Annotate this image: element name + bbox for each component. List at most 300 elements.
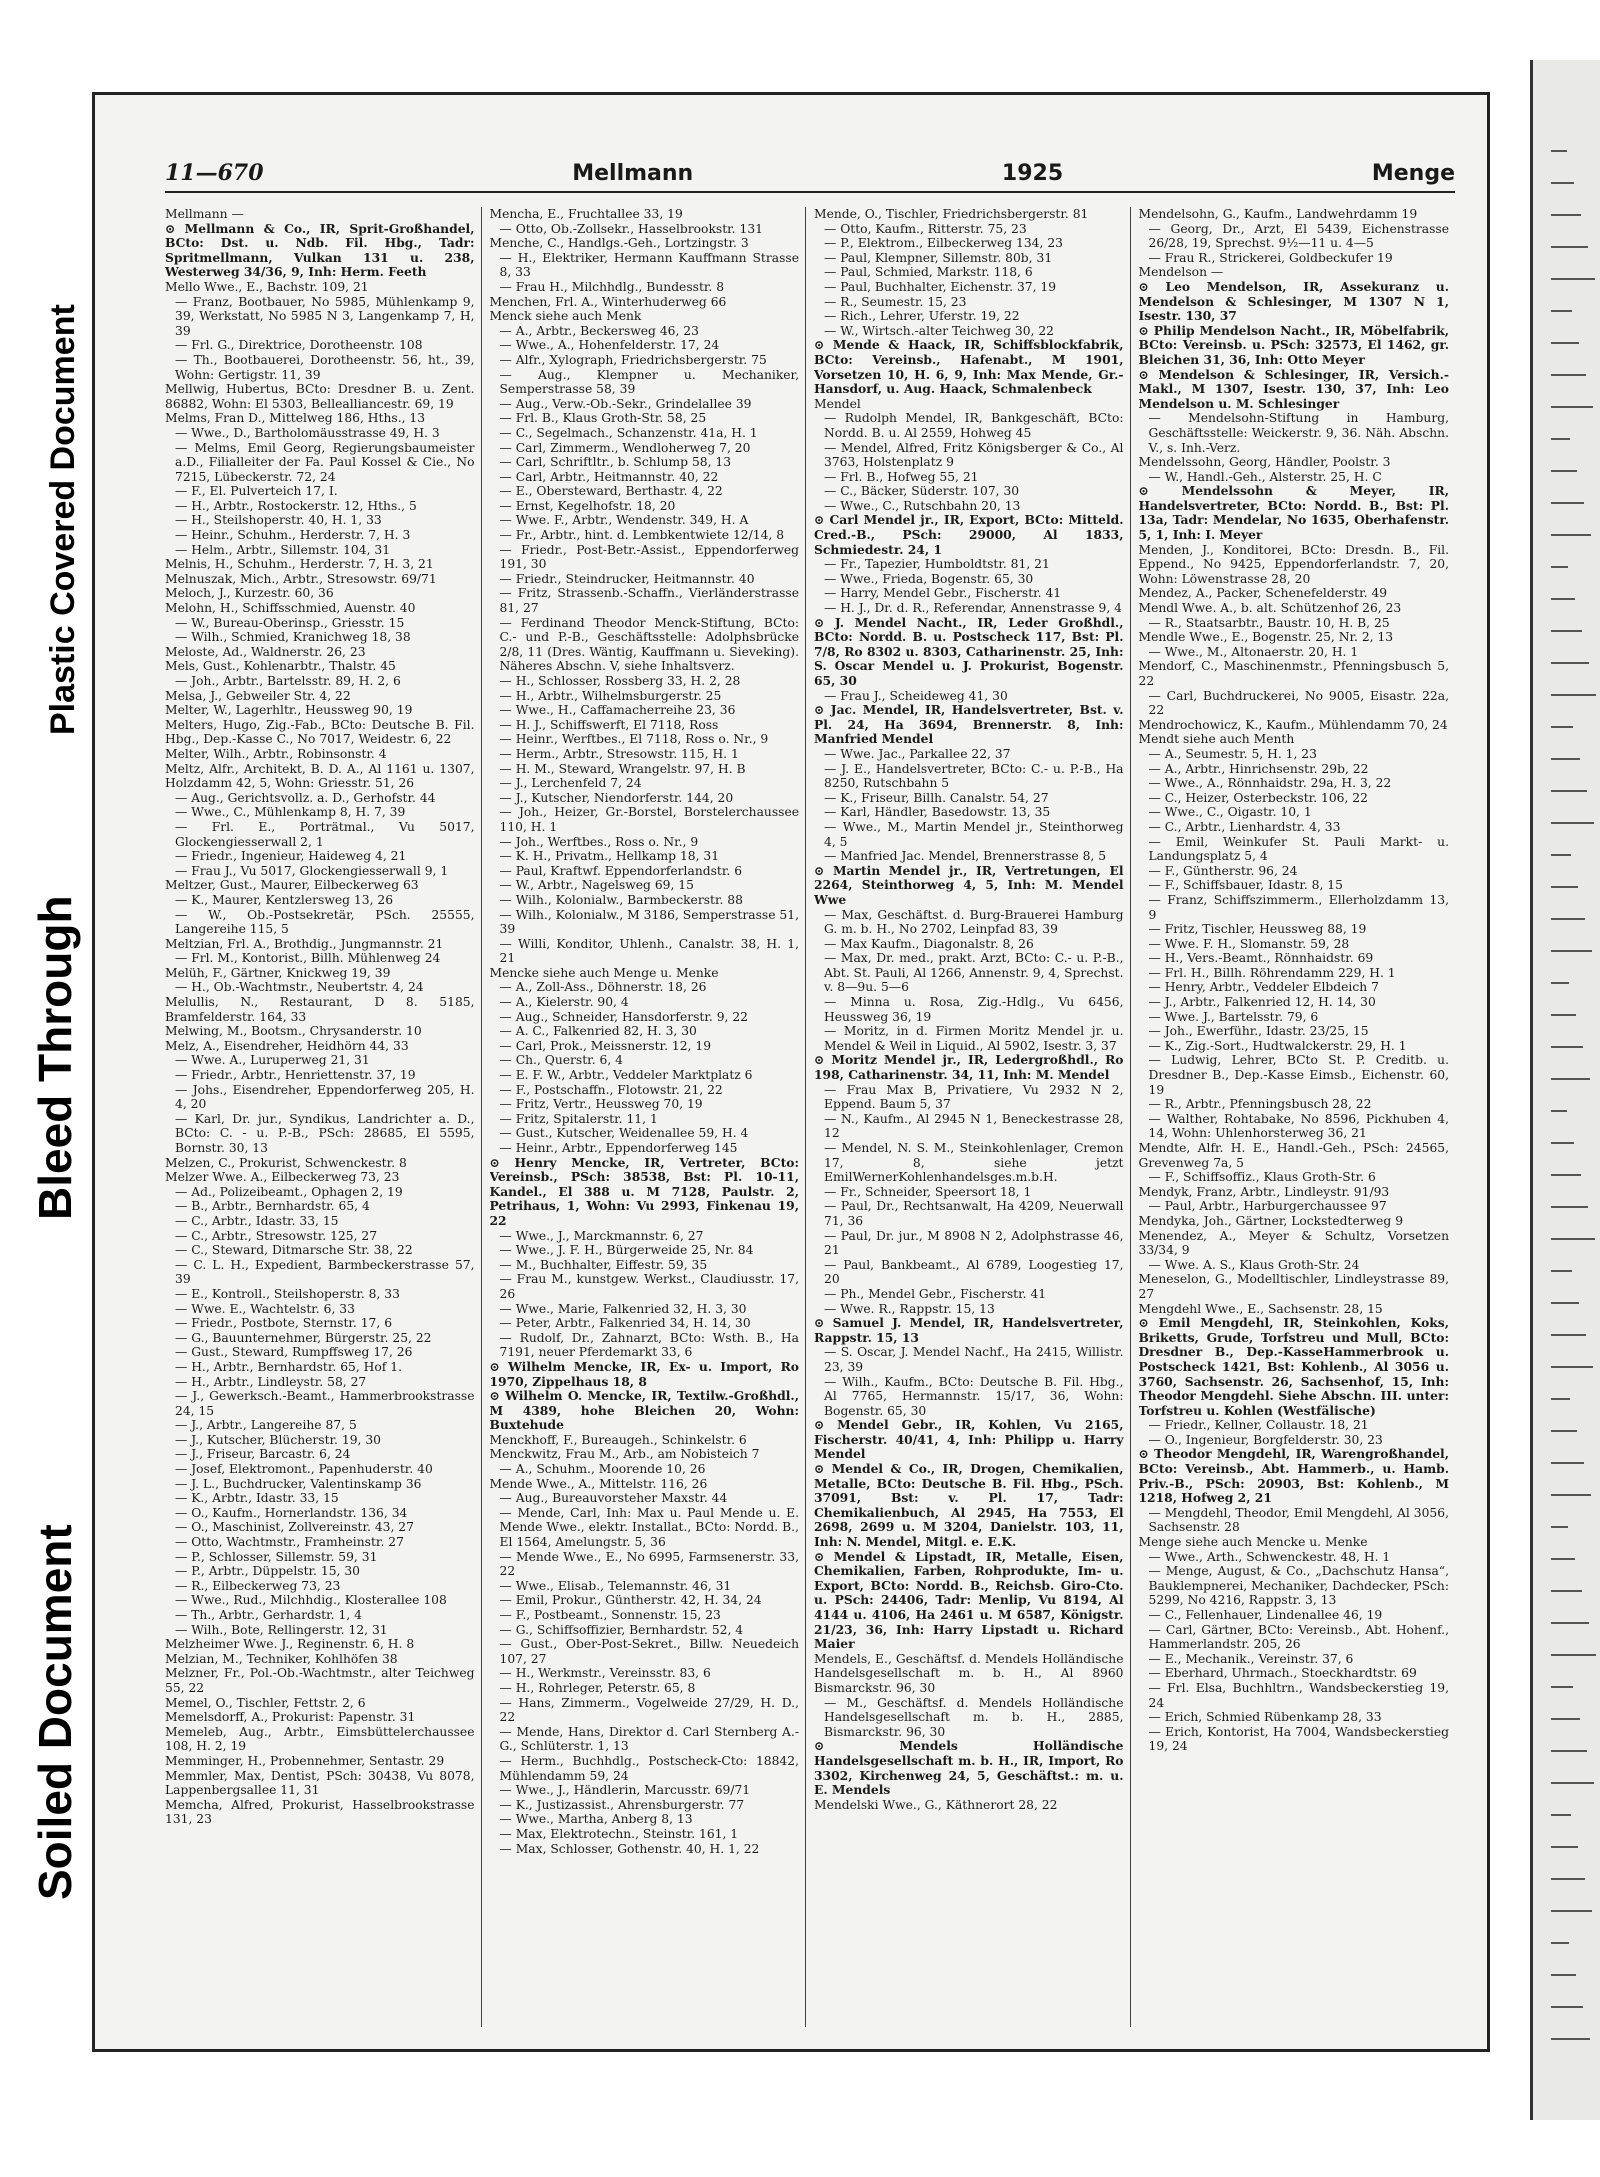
directory-entry: — F., Schiffsoffiz., Klaus Groth-Str. 6 [1148,1170,1376,1185]
directory-entry: — Wwe. F. H., Slomanstr. 59, 28 [1148,936,1350,951]
directory-entry: — Wwe., M., Altonaerstr. 20, H. 1 [1148,644,1359,659]
directory-entry: — Rich., Lehrer, Uferstr. 19, 22 [824,309,1020,324]
bleed-ghost-line [1551,1078,1590,1080]
directory-entry: — J., Kutscher, Blücherstr. 19, 30 [175,1432,381,1447]
bleed-through-label: Bleed Through [29,895,81,1220]
directory-entry: — H., Arbtr., Bernhardstr. 65, Hof 1. [175,1359,402,1374]
bleed-ghost-line [1551,758,1580,760]
directory-entry: — O., Kaufm., Hornerlandstr. 136, 34 [175,1505,408,1520]
directory-entry: — Wwe., A., Hohenfelderstr. 17, 24 [499,338,720,353]
directory-entry: — B., Arbtr., Bernhardstr. 65, 4 [175,1199,370,1214]
directory-entry: Mendorf, C., Maschinenmstr., Pfenningsbusch 5, 22 [1138,659,1449,688]
bleed-ghost-line [1551,1206,1588,1208]
directory-entry: — Wwe., Martha, Anberg 8, 13 [499,1812,693,1827]
directory-entry: — J. L., Buchdrucker, Valentinskamp 36 [175,1476,422,1491]
directory-entry: Mendte, Alfr. H. E., Handl.-Geh., PSch: 24565, Grevenweg 7a, 5 [1138,1141,1449,1170]
directory-entry: — Erich, Kontorist, Ha 7004, Wandsbeckerstieg 19, 24 [1148,1724,1449,1754]
directory-entry: — Hans, Zimmerm., Vogelweide 27/29, H. D., 22 [499,1695,799,1725]
directory-entry: — Wwe., C., Oigastr. 10, 1 [1148,805,1312,820]
directory-entry: Meloste, Ad., Waldnerstr. 26, 23 [165,644,366,659]
directory-entry: ⊙ Mendel & Co., IR, Drogen, Chemikalien, Metalle, BCto: Deutsche B. Fil. Hbg., PSch. 37091, Bst: v. Pl. 17, Tadr: Chemikalienbuch, Al 2945, Ha 7553, El 2698, 2699 u. M 3204, Danielstr. 103, 11, Inh: N. Mendel, Mitgl. e. E.K. [814,1461,1124,1550]
directory-entry: — Frl. Elsa, Buchhltrn., Wandsbeckerstieg 19, 24 [1148,1680,1449,1710]
directory-entry: — W., Wirtsch.-alter Teichweg 30, 22 [824,323,1055,338]
column-2 [490,207,807,2027]
directory-entry: — Ferdinand Theodor Menck-Stiftung, BCto: C.- und P.-B., Geschäftsstelle: Adolphsbrücke 2/8, 11 (Dres. Wäntig, Kauffmann u. Sieveking). Näheres Abschn. V, siehe Inhaltsverz. [499,615,799,674]
bleed-ghost-line [1551,694,1596,696]
directory-entry: — Wwe. A. S., Klaus Groth-Str. 24 [1148,1257,1360,1272]
bleed-ghost-line [1551,1782,1594,1784]
directory-entry: — Wwe., Arth., Schwenckestr. 48, H. 1 [1148,1549,1391,1564]
directory-entry: Mendle Wwe., E., Bogenstr. 25, Nr. 2, 13 [1138,630,1394,645]
directory-entry: Menge siehe auch Mencke u. Menke [1138,1535,1368,1550]
bleed-ghost-line [1551,918,1585,920]
directory-entry: — F., El. Pulverteich 17, I. [175,484,338,499]
bleed-ghost-line [1551,1590,1582,1592]
directory-entry: — H., Steilshoperstr. 40, H. 1, 33 [175,513,382,528]
bleed-ghost-line [1551,598,1575,600]
directory-entry: — Max, Geschäftst. d. Burg-Brauerei Hamburg G. m. b. H., No 2702, Leinpfad 83, 39 [824,907,1124,937]
directory-entry: — P., Arbtr., Düppelstr. 15, 30 [175,1564,360,1579]
directory-entry: — Karl, Dr. jur., Syndikus, Landrichter a. D., BCto: C. - u. P.-B., PSch: 28685, El 5595, Bornstr. 30, 13 [175,1111,475,1155]
directory-entry: — C., Steward, Ditmarsche Str. 38, 22 [175,1243,413,1258]
column-3 [814,207,1131,2027]
bleed-ghost-line [1551,886,1578,888]
directory-entry: Mendyka, Joh., Gärtner, Lockstedterweg 9 [1138,1213,1404,1228]
directory-entry: Melohn, H., Schiffsschmied, Auenstr. 40 [165,601,416,616]
directory-entry: — Erich, Schmied Rübenkamp 28, 33 [1148,1710,1382,1725]
directory-entry: — F., Postschaffn., Flotowstr. 21, 22 [499,1082,723,1097]
directory-entry: — Paul, Kraftwf. Eppendorferlandstr. 6 [499,863,743,878]
directory-entry: Melter, W., Lagerhltr., Heussweg 90, 19 [165,703,413,718]
directory-entry: — Rudolf, Dr., Zahnarzt, BCto: Wsth. B., Ha 7191, neuer Pferdemarkt 33, 6 [499,1330,799,1360]
directory-entry: ⊙ Samuel J. Mendel, IR, Handelsvertreter, Rappstr. 15, 13 [814,1315,1124,1345]
directory-entry: — Emil, Weinkufer St. Pauli Markt- u. Landungsplatz 5, 4 [1148,834,1449,864]
directory-entry: — Otto, Ob.-Zollsekr., Hasselbrookstr. 131 [499,221,763,236]
bleed-ghost-line [1551,1270,1572,1272]
directory-entry: — W., Handl.-Geh., Alsterstr. 25, H. C [1148,469,1382,484]
directory-entry: — Ludwig, Lehrer, BCto St. P. Creditb. u. Dresdner B., Dep.-Kasse Eimsb., Eichenstr. 60, 19 [1148,1053,1449,1097]
directory-entry: — P., Elektrom., Eilbeckerweg 134, 23 [824,236,1063,251]
directory-entry: — A., Arbtr., Hinrichsenstr. 29b, 22 [1148,761,1369,776]
directory-entry: — Ph., Mendel Gebr., Fischerstr. 41 [824,1286,1047,1301]
directory-entry: — W., Arbtr., Nagelsweg 69, 15 [499,878,694,893]
bleed-ghost-line [1551,214,1581,216]
directory-entry: — Henry, Arbtr., Veddeler Elbdeich 7 [1148,980,1379,995]
directory-entry: — K., Maurer, Kentzlersweg 13, 26 [175,892,394,907]
bleed-ghost-line [1551,1846,1578,1848]
directory-entry: Menendez, A., Meyer & Schultz, Vorsetzen 33/34, 9 [1138,1228,1449,1258]
directory-entry: — Frl. E., Porträtmal., Vu 5017, Glockengiesserwall 2, 1 [175,819,475,849]
directory-entry: — Wilh., Bote, Rellingerstr. 12, 31 [175,1622,388,1637]
directory-entry: — Mende, Hans, Direktor d. Carl Sternberg A.-G., Schlüterstr. 1, 13 [499,1724,799,1754]
directory-entry: — H., Ob.-Wachtmstr., Neubertstr. 4, 24 [175,980,424,995]
directory-entry: — Frl. H., Billh. Röhrendamm 229, H. 1 [1148,965,1396,980]
directory-entry: — Friedr., Steindrucker, Heitmannstr. 40 [499,571,755,586]
year: 1925 [1001,160,1064,186]
directory-entry: Melzheimer Wwe. J., Reginenstr. 6, H. 8 [165,1637,415,1652]
directory-entry: — Manfried Jac. Mendel, Brennerstrasse 8, 5 [824,849,1107,864]
directory-entry: Memelsdorff, A., Prokurist: Papenstr. 31 [165,1710,416,1725]
bleed-ghost-line [1551,150,1567,152]
directory-entry: — A. C., Falkenried 82, H. 3, 30 [499,1024,697,1039]
directory-entry: ⊙ Mendel Gebr., IR, Kohlen, Vu 2165, Fischerstr. 40/41, 4, Inh: Philipp u. Harry Mendel [814,1417,1124,1462]
directory-entry: — Frau Max B, Privatiere, Vu 2932 N 2, Eppend. Baum 5, 37 [824,1082,1124,1112]
directory-entry: ⊙ Mendel & Lipstadt, IR, Metalle, Eisen, Chemikalien, Farben, Rohprodukte, Im- u. Export, BCto: Nordd. B., Reichsb. Giro-Cto. u. PSch: 24406, Tadr: Menlip, Vu 8194, Al 4144 u. 4106, Ha 2461 u. M 6587, Königstr. 21/23, 36, Inh: Harry Lipstadt u. Richard Maier [814,1548,1124,1652]
directory-entry: — Mendel, Alfred, Fritz Königsberger & Co., Al 3763, Holstenplatz 9 [824,440,1124,470]
directory-entry: — Wwe., Frieda, Bogenstr. 65, 30 [824,571,1034,586]
directory-entry: — Herm., Arbtr., Stresowstr. 115, H. 1 [499,746,739,761]
bleed-ghost-line [1551,1302,1579,1304]
directory-entry: — Wwe., Rud., Milchhdig., Klosterallee 108 [175,1593,447,1608]
directory-entry: — Wwe., Elisab., Telemannstr. 46, 31 [499,1578,732,1593]
directory-entry: — C., Arbtr., Lienhardstr. 4, 33 [1148,819,1341,834]
directory-entry: ⊙ Theodor Mengdehl, IR, Warengroßhandel, BCto: Vereinsb., Abt. Hammerb., u. Hamb. Priv.-B., PSch: 20903, Bst: Kohlenb., M 1218, Hofweg 2, 21 [1138,1446,1449,1506]
directory-entry: Mendels, E., Geschäftsf. d. Mendels Holländische Handelsgesellschaft m. b. H., Al 8960 Bismarckstr. 96, 30 [814,1651,1124,1695]
directory-entry: Meloch, J., Kurzestr. 60, 36 [165,586,334,601]
directory-entry: Mengdehl Wwe., E., Sachsenstr. 28, 15 [1138,1301,1383,1316]
bleed-ghost-line [1551,1718,1580,1720]
bleed-ghost-line [1551,630,1582,632]
directory-entry: — Aug., Schneider, Hansdorferstr. 9, 22 [499,1009,748,1024]
directory-entry: — N., Kaufm., Al 2945 N 1, Beneckestrasse 28, 12 [824,1111,1124,1141]
directory-entry: Memeleb, Aug., Arbtr., Eimsbüttelerchaussee 108, H. 2, 19 [165,1724,475,1754]
left-keyword: Mellmann [572,160,694,186]
bleed-ghost-line [1551,1750,1587,1752]
directory-entry: Melzian, M., Techniker, Kohlhöfen 38 [165,1651,398,1666]
bleed-ghost-line [1551,726,1573,728]
directory-entry: — F., Güntherstr. 96, 24 [1148,863,1298,878]
bleed-ghost-line [1551,1622,1589,1624]
directory-entry: ⊙ Mellmann & Co., IR, Sprit-Großhandel, BCto: Dst. u. Ndb. Fil. Hbg., Tadr: Spritmellmann, Vulkan 131 u. 238, Westerweg 34/36, 9, Inh: Herm. Feeth [165,220,475,280]
directory-entry: — Wilh., Schmied, Kranichweg 18, 38 [175,630,411,645]
directory-entry: Mellmann — [165,207,244,221]
directory-entry: — Alfr., Xylograph, Friedrichsbergerstr. 75 [499,352,767,367]
directory-entry: ⊙ Wilhelm O. Mencke, IR, Textilw.-Großhdl., M 4389, hohe Bleichen 20, Wohn: Buxtehude [489,1388,799,1433]
directory-entry: — Wwe., D., Bartholomäusstrasse 49, H. 3 [175,425,440,440]
directory-entry: Memel, O., Tischler, Fettstr. 2, 6 [165,1695,366,1710]
directory-entry: ⊙ Mendelssohn & Meyer, IR, Handelsvertreter, BCto: Nordd. B., Bst: Pl. 13a, Tadr: Mendelar, No 1635, Oberhafenstr. 5, 1, Inh: I. Meyer [1138,483,1449,543]
directory-entry: Mencha, E., Fruchtallee 33, 19 [489,207,683,221]
directory-entry: — A., Schuhm., Moorende 10, 26 [499,1462,706,1477]
page-header [165,155,1455,193]
directory-entry: — Paul, Buchhalter, Eichenstr. 37, 19 [824,279,1057,294]
directory-entry: Melms, Fran D., Mittelweg 186, Hths., 13 [165,411,426,426]
directory-entry: Mendelsohn, G., Kaufm., Landwehrdamm 19 [1138,207,1418,221]
directory-entry: — Walther, Rohtabake, No 8596, Pickhuben 4, 14, Wohn: Uhlenhorsterweg 36, 21 [1148,1111,1449,1141]
bleed-ghost-line [1551,1686,1573,1688]
directory-entry: — Wwe., A., Rönnhaidstr. 29a, H. 3, 22 [1148,776,1392,791]
directory-entry: — Wwe. F., Arbtr., Wendenstr. 349, H. A [499,513,749,528]
directory-entry: — Aug., Bureauvorsteher Maxstr. 44 [499,1491,728,1506]
directory-entry: — Peter, Arbtr., Falkenried 34, H. 14, 30 [499,1316,751,1331]
bleed-ghost-line [1551,1654,1596,1656]
directory-entry: — H., Werkmstr., Vereinsstr. 83, 6 [499,1666,711,1681]
directory-entry: Menckwitz, Frau M., Arb., am Nobisteich 7 [489,1447,760,1462]
directory-entry: — H. J., Dr. d. R., Referendar, Annenstrasse 9, 4 [824,601,1122,616]
directory-entry: — Frau J., Scheideweg 41, 30 [824,688,1008,703]
directory-entry: — R., Arbtr., Pfenningsbusch 28, 22 [1148,1097,1372,1112]
directory-entry: ⊙ Wilhelm Mencke, IR, Ex- u. Import, Ro 1970, Zippelhaus 18, 8 [489,1358,799,1389]
directory-entry: — Joh., Ewerführ., Idastr. 23/25, 15 [1148,1024,1369,1039]
directory-entry: — Friedr., Kellner, Collaustr. 18, 21 [1148,1418,1369,1433]
bleed-ghost-line [1551,1430,1577,1432]
directory-entry: — R., Seumestr. 15, 23 [824,294,967,309]
directory-entry: ⊙ Mende & Haack, IR, Schiffsblockfabrik, BCto: Vereinsb., Hafenabt., M 1901, Vorsetzen 10, H. 6, 9, Inh: Max Mende, Gr.-Hansdorf, u. Aug. Haack, Schmalenbeck [814,337,1124,397]
bleed-ghost-line [1551,1878,1585,1880]
directory-entry: — Karl, Händler, Basedowstr. 13, 35 [824,805,1051,820]
bleed-ghost-line [1551,982,1569,984]
bleed-ghost-line [1551,406,1593,408]
directory-entry: Melzen, C., Prokurist, Schwenckestr. 8 [165,1155,407,1170]
bleed-ghost-line [1551,1974,1576,1976]
directory-entry: — Helm., Arbtr., Sillemstr. 104, 31 [175,542,391,557]
directory-entry: Melters, Hugo, Zig.-Fab., BCto: Deutsche B. Fil. Hbg., Dep.-Kasse C., No 7017, Weidestr. 6, 22 [165,717,475,747]
directory-entry: — J., Arbtr., Langereihe 87, 5 [175,1418,357,1433]
right-keyword: Menge [1371,160,1455,186]
directory-entry: — Fr., Tapezier, Humboldtstr. 81, 21 [824,557,1050,572]
directory-entry: ⊙ Jac. Mendel, IR, Handelsvertreter, Bst. v. Pl. 24, Ha 3694, Brennerstr. 8, Inh: Manfried Mendel [814,702,1124,747]
soiled-document-label: Soiled Document [29,1524,81,1900]
directory-entry: — Max, Elektrotechn., Steinstr. 161, 1 [499,1826,739,1841]
directory-entry: Melz, A., Eisendreher, Heidhörn 44, 33 [165,1038,409,1053]
directory-entry: ⊙ Philip Mendelson Nacht., IR, Möbelfabrik, BCto: Vereinsb. u. PSch: 32573, El 1462, gr. Bleichen 31, 36, Inh: Otto Meyer [1138,322,1449,367]
directory-entry: — H., Arbtr., Lindleystr. 58, 27 [175,1374,367,1389]
directory-entry: — Frl. M., Kontorist., Billh. Mühlenweg 24 [175,951,441,966]
directory-entry: — K. H., Privatm., Hellkamp 18, 31 [499,849,720,864]
bleed-ghost-line [1551,1142,1574,1144]
directory-entry: — Johs., Eisendreher, Eppendorferweg 205, H. 4, 20 [175,1082,475,1112]
directory-entry: — Fritz, Vertr., Heussweg 70, 19 [499,1097,703,1112]
directory-entry: — Carl, Gärtner, BCto: Vereinsb., Abt. Hohenf., Hammerlandstr. 205, 26 [1148,1622,1449,1652]
directory-entry: — Heinr., Arbtr., Eppendorferweg 145 [499,1141,738,1155]
directory-entry: — Wwe. E., Wachtelstr. 6, 33 [175,1301,355,1316]
plastic-covered-label: Plastic Covered Document [44,304,82,735]
directory-entry: Meltzer, Gust., Maurer, Eilbeckerweg 63 [165,878,419,893]
directory-entry: — Frl. B., Klaus Groth-Str. 58, 25 [499,411,707,426]
directory-entry: — C., Arbtr., Idastr. 33, 15 [175,1213,339,1228]
directory-entry: — H., Arbtr., Rostockerstr. 12, Hths., 5 [175,498,417,513]
directory-entry: — Mendel, N. S. M., Steinkohlenlager, Cremon 17, 8, siehe jetzt EmilWernerKohlenhandelsges.m.b.H. [824,1141,1124,1185]
directory-entry: Mendl Wwe. A., b. alt. Schützenhof 26, 23 [1138,601,1402,616]
directory-entry: — Wwe. Jac., Parkallee 22, 37 [824,746,1011,761]
directory-entry: Meltzian, Frl. A., Brothdig., Jungmannstr. 21 [165,936,444,951]
directory-entry: Mendelson — [1138,265,1224,280]
directory-entry: — Max, Schlosser, Gothenstr. 40, H. 1, 22 [499,1841,760,1856]
directory-entry: — Minna u. Rosa, Zig.-Hdlg., Vu 6456, Heussweg 36, 19 [824,995,1124,1024]
directory-entry: — Th., Bootbauerei, Dorotheenstr. 56, ht., 39, Wohn: Gertigstr. 11, 39 [175,352,475,382]
directory-entry: — C., Heizer, Osterbeckstr. 106, 22 [1148,790,1368,805]
directory-entry: ⊙ Leo Mendelson, IR, Assekuranz u. Mendelson & Schlesinger, M 1307 N 1, Isestr. 130, 37 [1138,278,1449,324]
directory-entry: ⊙ Emil Mengdehl, IR, Steinkohlen, Koks, Briketts, Grude, Torfstreu und Mull, BCto: Dresdner B., Dep.-KasseHammerbrook u. Postscheck 1421, Bst: Kohlenb., Al 3056 u. 3760, Sachsenstr. 26, Sachsenhof, 15, Inh: Theodor Mengdehl. Siehe Abschn. III. unter: Torfstreu u. Kohlen (Westfälische) [1138,1315,1449,1418]
directory-entry: Melnis, H., Schuhm., Herderstr. 7, H. 3, 21 [165,557,434,572]
directory-entry: — Franz, Bootbauer, No 5985, Mühlenkamp 9, 39, Werkstatt, No 5985 N 3, Langenkamp 7, H, 39 [175,294,475,338]
directory-entry: — K., Friseur, Billh. Canalstr. 54, 27 [824,790,1049,805]
directory-entry: — Georg, Dr., Arzt, El 5439, Eichenstrasse 26/28, 19, Sprechst. 9½—11 u. 4—5 [1148,221,1449,251]
directory-entry: — Otto, Kaufm., Ritterstr. 75, 23 [824,221,1027,236]
directory-entry: — E., Mechanik., Vereinstr. 37, 6 [1148,1651,1354,1666]
directory-entry: — H., Arbtr., Wilhelmsburgerstr. 25 [499,688,722,703]
directory-entry: — Otto, Wachtmstr., Framheinstr. 27 [175,1535,404,1550]
directory-entry: — A., Seumestr. 5, H. 1, 23 [1148,746,1317,761]
directory-entry: — E. F. W., Arbtr., Veddeler Marktplatz 6 [499,1068,753,1083]
directory-entry: — Heinr., Schuhm., Herderstr. 7, H. 3 [175,528,411,543]
directory-entry: — Wwe. J., Bartelsstr. 79, 6 [1148,1009,1319,1024]
bleed-ghost-line [1551,470,1577,472]
directory-entry: — Paul, Dr., Rechtsanwalt, Ha 4209, Neuerwall 71, 36 [824,1199,1124,1228]
directory-entry: Meltz, Alfr., Architekt, B. D. A., Al 1161 u. 1307, Holzdamm 42, 5, Wohn: Griesstr. 51, 26 [165,761,475,791]
directory-entry: — E., Obersteward, Berthastr. 4, 22 [499,484,723,499]
bleed-ghost-line [1551,790,1587,792]
bleed-ghost-line [1551,374,1586,376]
directory-entry: — Melms, Emil Georg, Regierungsbaumeister a.D., Filialleiter der Fa. Paul Kossel & Cie., No 7215, Lübeckerstr. 72, 24 [175,440,475,484]
directory-entry: ⊙ Henry Mencke, IR, Vertreter, BCto: Vereinsb., PSch: 38538, Bst: Pl. 10-11, Kandel., El 388 u. M 7128, Paulstr. 2, Petrihaus, 1, Wohn: Vu 2993, Finkenau 19, 22 [489,1154,799,1228]
directory-entry: ⊙ Martin Mendel jr., IR, Vertretungen, El 2264, Steinthorweg 4, 5, Inh: M. Mendel Wwe [814,862,1124,907]
directory-entry: — Fritz, Tischler, Heussweg 88, 19 [1148,922,1367,937]
directory-entry: — A., Kielerstr. 90, 4 [499,995,629,1010]
directory-entry: — C., Arbtr., Stresowstr. 125, 27 [175,1228,378,1243]
directory-entry: — C., Segelmach., Schanzenstr. 41a, H. 1 [499,425,758,440]
directory-entry: — Max, Dr. med., prakt. Arzt, BCto: C.- u. P.-B., Abt. St. Pauli, Al 1266, Annenstr. 9, 4, Sprechst. v. 8—9u. 5—6 [824,951,1124,995]
directory-entry: Mencke siehe auch Menge u. Menke [489,965,719,980]
bleed-ghost-line [1551,1014,1576,1016]
directory-entry: Menckhoff, F., Bureaugeh., Schinkelstr. 6 [489,1432,747,1447]
directory-entry: — Gust., Steward, Rumpffsweg 17, 26 [175,1345,413,1360]
directory-entry: — Frau M., kunstgew. Werkst., Claudiusstr. 17, 26 [499,1272,799,1301]
directory-entry: — Mende, Carl, Inh: Max u. Paul Mende u. E. Mende Wwe., elektr. Installat., BCto: Nordd. B., El 1564, Amelungstr. 5, 36 [499,1505,799,1550]
directory-entry: Meneselon, G., Modelltischler, Lindleystrasse 89, 27 [1138,1272,1449,1301]
bleed-ghost-line [1551,1110,1567,1112]
directory-entry: — Fr., Arbtr., hint. d. Lembkentwiete 12/14, 8 [499,528,785,543]
directory-entry: — Mendelsohn-Stiftung in Hamburg, Geschäftsstelle: Weickerstr. 9, 36. Näh. Abschn. V., s. Inh.-Verz. [1148,411,1449,455]
directory-entry: — H., Elektriker, Hermann Kauffmann Strasse 8, 33 [499,250,799,280]
bleed-ghost-line [1551,502,1584,504]
directory-entry: Mellwig, Hubertus, BCto: Dresdner B. u. Zent. 86882, Wohn: El 5303, Bellealliancestr. 69, 19 [165,382,475,411]
directory-entry: — Wwe., J., Marckmannstr. 6, 27 [499,1228,704,1243]
directory-entry: — J., Lerchenfeld 7, 24 [499,776,642,791]
directory-entry: — Carl, Arbtr., Heitmannstr. 40, 22 [499,469,719,484]
directory-entry: — Wilh., Kaufm., BCto: Deutsche B. Fil. Hbg., Al 7765, Hermannstr. 15/17, 36, Wohn: Bogenstr. 65, 30 [824,1374,1124,1418]
directory-entry: Melzner, Fr., Pol.-Ob.-Wachtmstr., alter Teichweg 55, 22 [165,1666,475,1695]
bleed-ghost-line [1551,278,1595,280]
directory-entry: — Fr., Schneider, Speersort 18, 1 [824,1184,1032,1199]
directory-entry: — O., Maschinist, Zollvereinstr. 43, 27 [175,1520,414,1535]
directory-entry: — Friedr., Ingenieur, Haideweg 4, 21 [175,849,407,864]
bleed-ghost-line [1551,246,1588,248]
bleed-ghost-line [1551,566,1568,568]
directory-entry: — P., Schlosser, Sillemstr. 59, 31 [175,1549,378,1564]
directory-entry: — A., Zoll-Ass., Döhnerstr. 18, 26 [499,980,707,995]
directory-entry: — R., Eilbeckerweg 73, 23 [175,1578,341,1593]
directory-entry: Menchen, Frl. A., Winterhuderweg 66 [489,294,727,309]
directory-entry: — C., Fellenhauer, Lindenallee 46, 19 [1148,1608,1383,1622]
directory-entry: — Joh., Heizer, Gr.-Borstel, Borstelerchaussee 110, H. 1 [499,805,799,834]
bleed-ghost-line [1551,1174,1581,1176]
directory-entry: Mende, O., Tischler, Friedrichsbergerstr. 81 [814,207,1089,221]
directory-entry: — Carl, Buchdruckerei, No 9005, Eisastr. 22a, 22 [1148,688,1449,718]
directory-entry: — Wilh., Kolonialw., M 3186, Semperstrasse 51, 39 [499,907,799,937]
directory-entry: — A., Arbtr., Beckersweg 46, 23 [499,323,699,338]
directory-entry: Melullis, N., Restaurant, D 8. 5185, Bramfelderstr. 164, 33 [165,995,475,1024]
directory-entry: — Wwe. A., Luruperweg 21, 31 [175,1053,370,1068]
directory-entry: — Frau J., Vu 5017, Glockengiesserwall 9, 1 [175,863,449,878]
bleed-ghost-line [1551,1462,1584,1464]
directory-entry: — Ernst, Kegelhofstr. 18, 20 [499,498,676,513]
directory-entry: — Paul, Arbtr., Harburgerchaussee 97 [1148,1199,1387,1214]
directory-entry: Mendelski Wwe., G., Käthnerort 28, 22 [814,1797,1058,1812]
directory-entry: — Carl, Zimmerm., Wendloherweg 7, 20 [499,440,751,455]
directory-entry: — W., Bureau-Oberinsp., Griesstr. 15 [175,615,405,630]
directory-entry: — Harry, Mendel Gebr., Fischerstr. 41 [824,586,1062,601]
bleed-ghost-line [1551,1366,1593,1368]
bleed-ghost-line [1551,438,1570,440]
directory-entry: — Rudolph Mendel, IR, Bankgeschäft, BCto: Nordd. B. u. Al 2559, Hohweg 45 [824,411,1124,440]
directory-entry: — Paul, Schmied, Markstr. 118, 6 [824,265,1033,280]
bleed-ghost-line [1551,1558,1575,1560]
directory-columns [165,207,1455,2027]
directory-entry: — Josef, Elektromont., Papenhuderstr. 40 [175,1462,433,1477]
directory-entry: — Eberhard, Uhrmach., Stoeckhardtstr. 69 [1148,1666,1417,1681]
directory-entry: — H., Schlosser, Rossberg 33, H. 2, 28 [499,674,741,688]
directory-entry: — J. E., Handelsvertreter, BCto: C.- u. P.-B., Ha 8250, Rutschbahn 5 [824,761,1124,791]
directory-entry: — Gust., Kutscher, Weidenallee 59, H. 4 [499,1126,749,1141]
directory-entry: — Joh., Werftbes., Ross o. Nr., 9 [499,834,699,849]
directory-entry: Mendt siehe auch Menth [1138,732,1295,747]
directory-entry: — Aug., Gerichtsvollz. a. D., Gerhofstr. 44 [175,790,436,805]
bleed-ghost-line [1551,1942,1569,1944]
directory-entry: — M., Geschäftsf. d. Mendels Holländische Handelsgesellschaft m. b. H., 2885, Bismarckstr. 96, 30 [824,1695,1124,1739]
directory-entry: — Ch., Querstr. 6, 4 [499,1053,623,1068]
column-1 [165,207,482,2027]
directory-entry: — Carl, Schriftltr., b. Schlump 58, 13 [499,455,732,470]
directory-entry: — H. M., Steward, Wrangelstr. 97, H. B [499,761,746,776]
directory-entry: — Frau H., Milchhdlg., Bundesstr. 8 [499,279,725,294]
bleed-ghost-line [1551,1814,1571,1816]
directory-entry: — Paul, Dr. jur., M 8908 N 2, Adolphstrasse 46, 21 [824,1228,1124,1258]
bleed-ghost-line [1551,854,1571,856]
directory-entry: — C., Bäcker, Süderstr. 107, 30 [824,484,1020,499]
directory-entry: — Wwe., J. F. H., Bürgerweide 25, Nr. 84 [499,1243,754,1258]
directory-entry: — H. J., Schiffswerft, El 7118, Ross [499,717,719,732]
directory-entry: — J., Gewerksch.-Beamt., Hammerbrookstrasse 24, 15 [175,1389,475,1418]
directory-entry: Melüh, F., Gärtner, Knickweg 19, 39 [165,965,391,980]
directory-entry: Mendyk, Franz, Arbtr., Lindleystr. 91/93 [1138,1184,1390,1199]
directory-entry: Memmler, Max, Dentist, PSch: 30438, Vu 8078, Lappenbergsallee 11, 31 [165,1768,475,1798]
directory-entry: — K., Zig.-Sort., Hudtwalckerstr. 29, H. 1 [1148,1038,1407,1053]
directory-entry: — H., Rohrleger, Peterstr. 65, 8 [499,1680,696,1695]
directory-entry: — Heinr., Werftbes., El 7118, Ross o. Nr., 9 [499,732,769,747]
bleed-ghost-line [1551,662,1589,664]
directory-entry: Mendrochowicz, K., Kaufm., Mühlendamm 70, 24 [1138,717,1448,732]
directory-entry: — Mengdehl, Theodor, Emil Mengdehl, Al 3056, Sachsenstr. 28 [1148,1505,1449,1535]
bleed-ghost-line [1551,822,1594,824]
directory-entry: — Paul, Klempner, Sillemstr. 80b, 31 [824,250,1053,265]
bleed-ghost-line [1551,1046,1583,1048]
directory-entry: — Paul, Bankbeamt., Al 6789, Loogestieg 17, 20 [824,1257,1124,1287]
directory-entry: — R., Staatsarbtr., Baustr. 10, H. B, 25 [1148,615,1390,630]
directory-entry: Menden, J., Konditorei, BCto: Dresdn. B., Fil. Eppend., No 9425, Eppendorferlandstr. 7, 20, Wohn: Löwenstrasse 28, 20 [1138,542,1449,586]
directory-entry: Mende Wwe., A., Mittelstr. 116, 26 [489,1476,708,1491]
directory-entry: — J., Arbtr., Falkenried 12, H. 14, 30 [1148,995,1376,1010]
directory-entry: — Max Kaufm., Diagonalstr. 8, 26 [824,936,1034,951]
directory-entry: — Friedr., Arbtr., Henriettenstr. 37, 19 [175,1068,416,1083]
directory-entry: — S. Oscar, J. Mendel Nachf., Ha 2415, Willistr. 23, 39 [824,1345,1124,1374]
directory-entry: Mels, Gust., Kohlenarbtr., Thalstr. 45 [165,659,396,674]
directory-entry: — Fritz, Spitalerstr. 11, 1 [499,1111,658,1126]
bleed-ghost-line [1551,2006,1583,2008]
directory-entry: Melwing, M., Bootsm., Chrysanderstr. 10 [165,1024,422,1039]
directory-entry: Mendel [814,396,861,411]
directory-page [92,92,1490,2052]
